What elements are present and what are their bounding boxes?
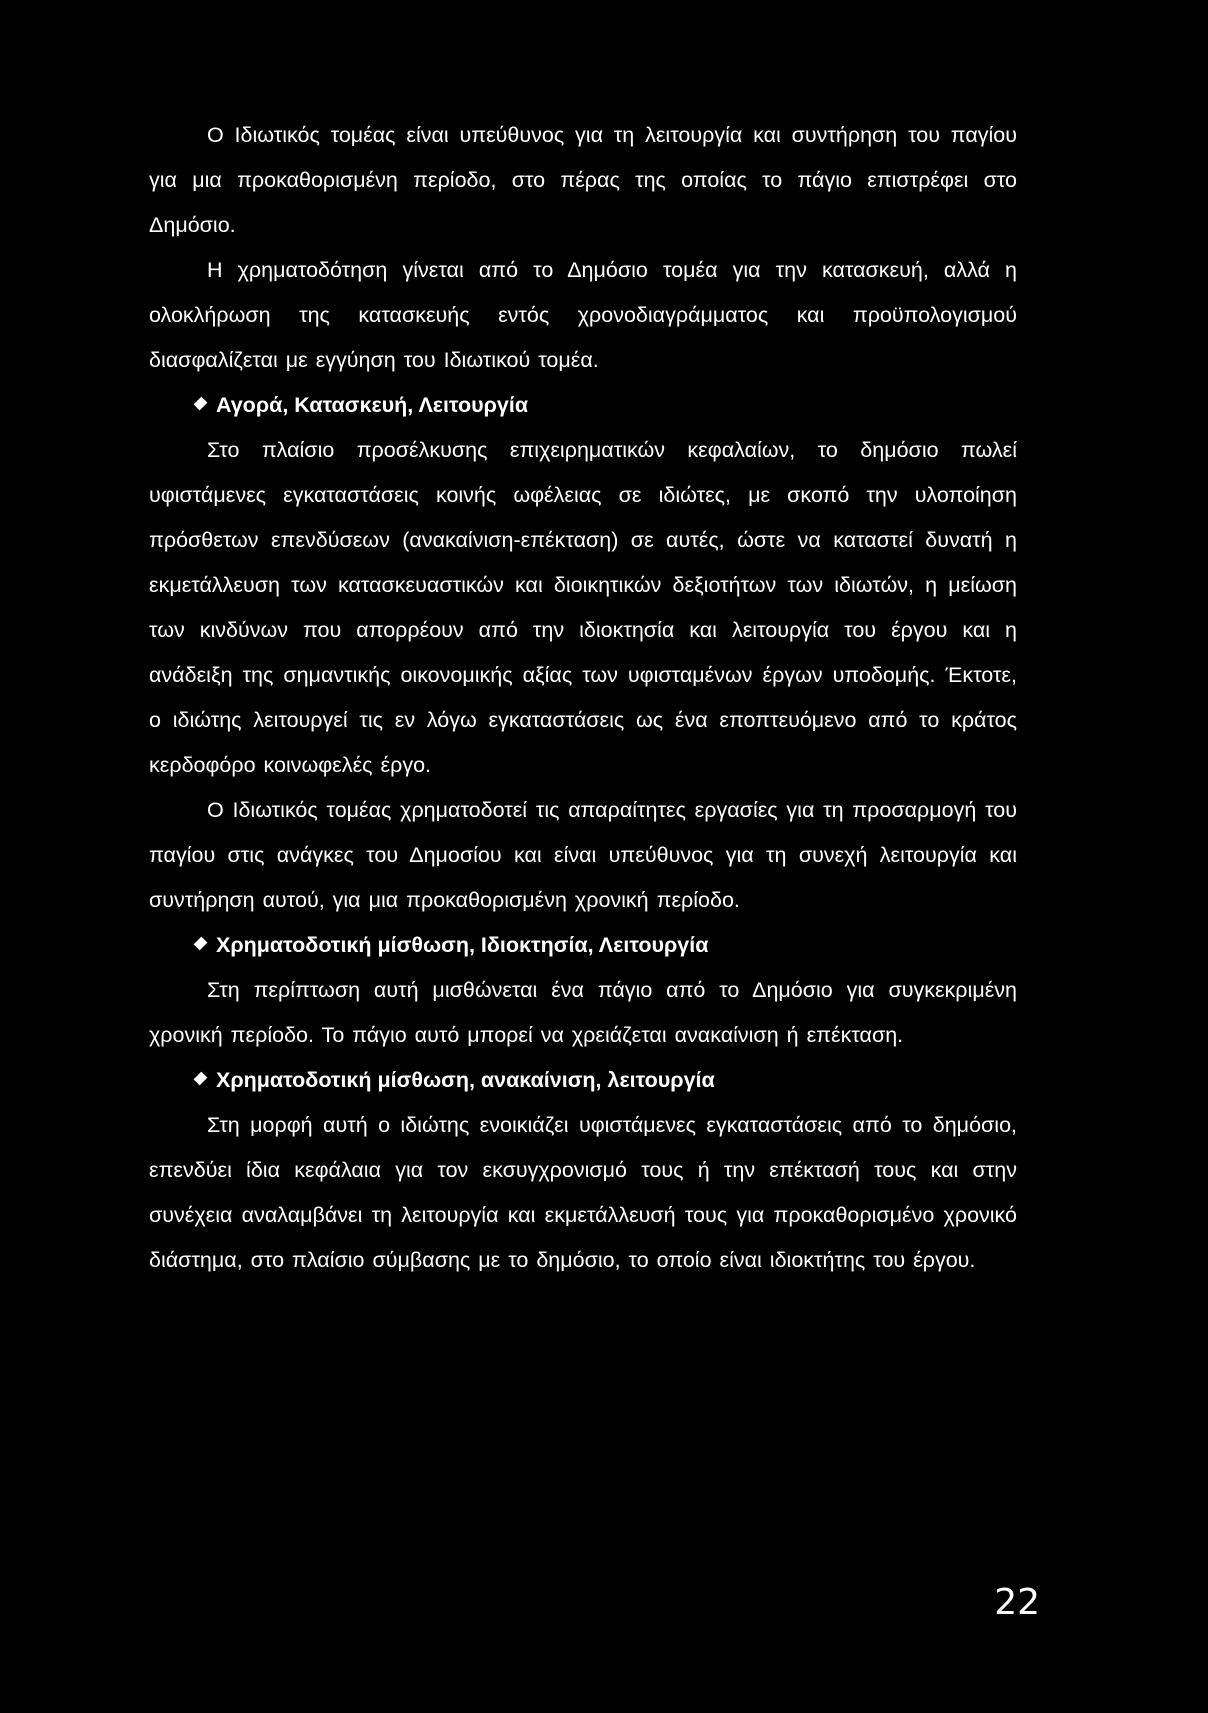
diamond-bullet-icon <box>194 1072 208 1086</box>
page-number: 22 <box>994 1582 1040 1623</box>
section-heading-lease-own-operate <box>149 923 1017 968</box>
diamond-bullet-icon <box>194 397 208 411</box>
document-body <box>149 113 1017 1283</box>
paragraph-buy-build-operate: Στο πλαίσιο προσέλκυσης επιχειρηματικών κεφαλαίων, το δημόσιο πωλεί υφιστάμενες εγκαταστάσεις κοινής ωφέλειας σε ιδιώτες, με σκοπό την υλοποίηση πρόσθετων επενδύσεων (ανακαίνιση-επέκταση) σε αυτές, ώστε να καταστεί δυνατή η εκμετάλλευση των κατασκευαστικών και διοικητικών δεξιοτήτων των ιδιωτών, η μείωση των κινδύνων που απορρέουν από την ιδιοκτησία και λειτουργία του έργου και η ανάδειξη της σημαντικής οικονομικής αξίας των υφισταμένων έργων υποδομής. Έκτοτε, ο ιδιώτης λειτουργεί τις εν λόγω εγκαταστάσεις ως ένα εποπτευόμενο από το κράτος κερδοφόρο κοινωφελές έργο. <box>149 438 1017 777</box>
diamond-bullet-icon <box>194 937 208 951</box>
section-heading-label: Αγορά, Κατασκευή, Λειτουργία <box>216 393 529 417</box>
section-heading-label: Χρηματοδοτική μίσθωση, Ιδιοκτησία, Λειτουργία <box>216 933 709 957</box>
paragraph-public-financing: Η χρηματοδότηση γίνεται από το Δημόσιο τομέα για την κατασκευή, αλλά η ολοκλήρωση της κατασκευής εντός χρονοδιαγράμματος και προϋπολογισμού διασφαλίζεται με εγγύηση του Ιδιωτικού τομέα. <box>149 258 1017 372</box>
section-heading-buy-build-operate <box>149 383 1017 428</box>
paragraph-private-sector-responsibility: Ο Ιδιωτικός τομέας είναι υπεύθυνος για τη λειτουργία και συντήρηση του παγίου για μια προκαθορισμένη περίοδο, στο πέρας της οποίας το πάγιο επιστρέφει στο Δημόσιο. <box>149 123 1017 237</box>
paragraph-lease-own-operate: Στη περίπτωση αυτή μισθώνεται ένα πάγιο από το Δημόσιο για συγκεκριμένη χρονική περίοδο. Το πάγιο αυτό μπορεί να χρειάζεται ανακαίνιση ή επέκταση. <box>149 978 1017 1047</box>
paragraph-lease-renovate-operate: Στη μορφή αυτή ο ιδιώτης ενοικιάζει υφιστάμενες εγκαταστάσεις από το δημόσιο, επενδύει ίδια κεφάλαια για τον εκσυγχρονισμό τους ή την επέκτασή τους και στην συνέχεια αναλαμβάνει τη λειτουργία και εκμετάλλευσή τους για προκαθορισμένο χρονικό διάστημα, στο πλαίσιο σύμβασης με το δημόσιο, το οποίο είναι ιδιοκτήτης του έργου. <box>149 1113 1017 1272</box>
section-heading-label: Χρηματοδοτική μίσθωση, ανακαίνιση, λειτουργία <box>216 1068 715 1092</box>
paragraph-private-financing-adaptation: Ο Ιδιωτικός τομέας χρηματοδοτεί τις απαραίτητες εργασίες για τη προσαρμογή του παγίου στις ανάγκες του Δημοσίου και είναι υπεύθυνος για τη συνεχή λειτουργία και συντήρηση αυτού, για μια προκαθορισμένη χρονική περίοδο. <box>149 798 1017 912</box>
section-heading-lease-renovate-operate <box>149 1058 1017 1103</box>
